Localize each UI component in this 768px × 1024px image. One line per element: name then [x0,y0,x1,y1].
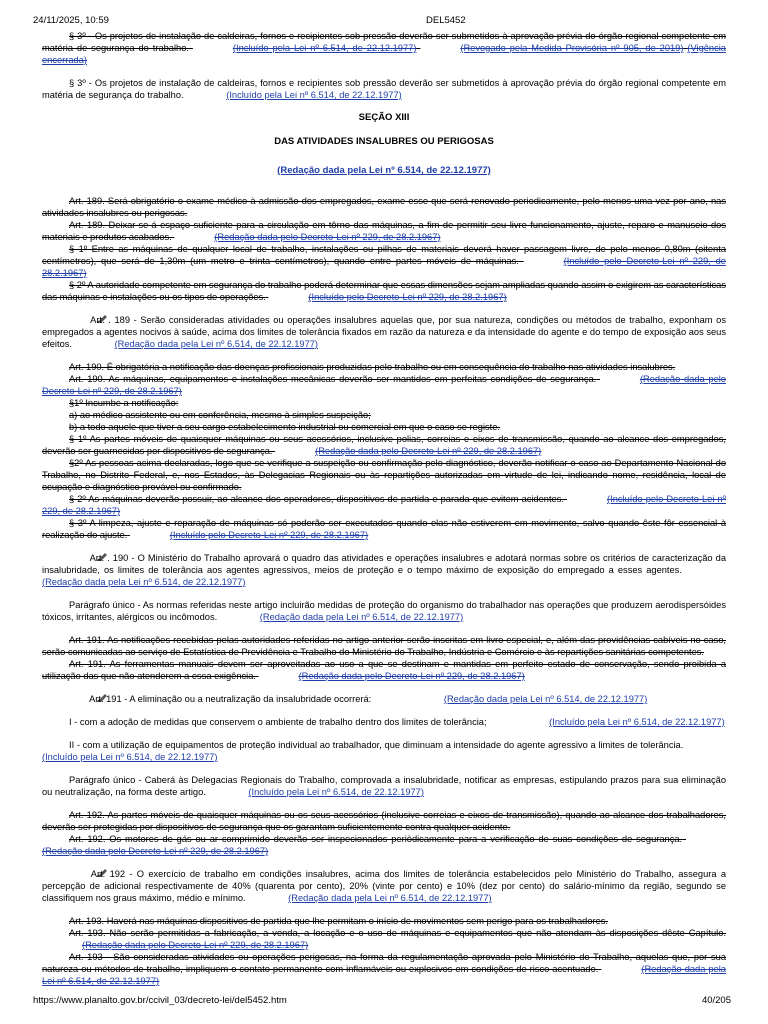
paragraph: Parágrafo único - As normas referidas neste artigo incluirão medidas de proteção do organismo do trabalhador nas operações que produzem aerodispersóides tóxicos, irritantes, alérgicos ou incômodos. (Redação dada pela Lei nº 6.514, de 22.12.1977) [42,600,726,622]
print-title: DEL5452 [426,15,466,26]
paragraph: I - com a adoção de medidas que conservem o ambiente de trabalho dentro dos limites de tolerância; (Incluído pela Lei nº 6.514, de 22.12.1977) [69,717,725,727]
pencil-icon[interactable] [69,314,81,324]
paragraph-revoked: § 3º - Os projetos de instalação de caldeiras, fornos e recipientes sob pressão deverão ser submetidos à aprovação prévia do órgão regional competente em matéria de segurança do trabalho. (Incluído pela Lei nº 6.514, de 22.12.1977) (Revogado pela Medida Provisória nº 905, de 2019) (Vigência encerrada) [42,31,726,65]
article-revoked: Art. 191. As notificações recebidas pelas autoridades referidas no artigo anterior serão inscritas em livro especial, e, além das providências cabíveis no caso, serão comunicadas ao serviço de Estatística de Previdência e Trabalho do Ministério do Trabalho, Indústria e Comércio e às repartições sanitárias competentes. [42,635,726,657]
paragraph-revoked: § 3º A limpeza, ajuste e reparação de máquinas só poderão ser executados quando elas não estiverem em movimento, salvo quando êste fôr essencial à realização do ajuste. (Incluído pelo Decreto-Lei nº 229, de 28.2.1967) [42,518,726,540]
paragraph-revoked: § 1º Entre as máquinas de qualquer local de trabalho, instalações ou pilhas de materiais deverá haver passagem livre, de pelo menos 0,80m (oitenta centímetros), que será de 1,30m (um metro e trinta centímetros), quando entre partes móveis de máquinas. (Incluído pelo Decreto-Lei nº 229, de 28.2.1967) [42,244,726,278]
paragraph: § 3º - Os projetos de instalação de caldeiras, fornos e recipientes sob pressão deverão ser submetidos à aprovação prévia do órgão regional competente em matéria de segurança do trabalho. (Incluído pela Lei nº 6.514, de 22.12.1977) [42,78,726,100]
article-revoked: Art. 191. As ferramentas manuais devem ser aproveitadas ao uso a que se destinam e mantidas em perfeito estado de conservação, sendo proibida a utilização das que não atenderem a essa exigência. (Redação dada pelo Decreto-Lei nº 229, de 28.2.1967) [42,659,726,681]
article-revoked: Art. 193 - São consideradas atividades ou operações perigosas, na forma da regulamentação aprovada pelo Ministério do Trabalho, aquelas que, por sua natureza ou métodos de trabalho, impliquem o contato permanente com inflamáveis ou explosivos em condições de risco acentuado. (Redação dada pela Lei nº 6.514, de 22.12.1977) [42,952,726,986]
amendment-link[interactable]: (Redação dada pelo Decreto-Lei nº 229, de 28.2.1967) [42,846,269,856]
paragraph-revoked: §1º Incumbe a notificação: [69,398,179,408]
amendment-link[interactable]: (Incluído pela Lei nº 6.514, de 22.12.1977) [42,752,218,762]
amendment-link[interactable]: (Redação dada pelo Decreto-Lei nº 229, de 28.2.1967) [315,446,542,456]
amendment-link[interactable]: (Incluído pelo Decreto-Lei nº 229, de 28.2.1967) [308,292,507,302]
paragraph-revoked: § 2º A autoridade competente em segurança do trabalho poderá determinar que essas dimensões sejam ampliadas quando assim o exigirem as características das máquinas e instalações ou os tipos de operações. (Incluído pelo Decreto-Lei nº 229, de 28.2.1967) [42,280,726,302]
pencil-icon[interactable] [69,693,81,703]
article-revoked: Art. 189. Será obrigatório o exame médico à admissão dos empregados, exame esse que será renovado periodicamente, pelo menos uma vez por ano, nas atividades insalubres ou perigosas. [42,196,726,218]
article-revoked: Art. 190. As máquinas, equipamentos e instalações mecânicas deverão ser mantidos em perfeitas condições de segurança. (Redação dada pelo Decreto-Lei nº 229, de 28.2.1967) [42,374,726,396]
amendment-link[interactable]: (Redação dada pelo Decreto-Lei nº 229, de 28.2.1967) [42,374,726,396]
amendment-link[interactable]: (Incluído pelo Decreto-Lei nº 229, de 28.2.1967) [42,256,726,278]
article-revoked: Art. 192. As partes móveis de quaisquer máquinas ou os seus acessórios (inclusive correias e eixos de transmissão), quando ao alcance dos trabalhadores, deverão ser protegidas por dispositivos de segurança que os garantam suficientemente contra qualquer acidente. [42,810,726,832]
article-189: Art. . 189 - Serão consideradas atividades ou operações insalubres aquelas que, por sua natureza, condições ou métodos de trabalho, exponham os empregados a agentes nocivos à saúde, acima dos limites de tolerância fixados em razão da natureza e da intensidade do agente e do tempo de exposição aos seus efeitos. (Redação dada pela Lei nº 6.514, de 22.12.1977) [42,315,726,349]
amendment-link[interactable]: (Incluído pelo Decreto-Lei nº 229, de 28.2.1967) [42,494,727,516]
amendment-link[interactable]: (Vigência encerrada) [42,43,726,65]
amendment-link[interactable]: (Revogado pela Medida Provisória nº 905, de 2019) [460,43,684,53]
print-footer [33,995,731,1007]
paragraph-revoked: § 2º As máquinas deverão possuir, ao alcance dos operadores, dispositivos de partida e parada que evitem acidentes. (Incluído pelo Decreto-Lei nº 229, de 28.2.1967) [42,494,727,516]
amendment-link[interactable]: (Redação dada pela Lei nº 6.514, de 22.12.1977) [288,893,492,903]
amendment-link[interactable]: (Redação dada pelo Decreto-Lei nº 229, de 28.2.1967) [298,671,525,681]
amendment-link[interactable]: (Redação dada pelo Decreto-Lei nº 229, de 28.2.1967) [214,232,441,242]
pencil-icon[interactable] [69,868,81,878]
amendment-link[interactable]: (Incluído pela Lei nº 6.514, de 22.12.1977) [248,787,424,797]
page-number: 40/205 [701,995,731,1006]
article-revoked: Art. 190. É obrigatória a notificação das doenças profissionais produzidas pelo trabalho ou em consequência do trabalho nas atividades insalubres. [69,362,676,372]
article-192: Art. 192 - O exercício de trabalho em condições insalubres, acima dos limites de tolerância estabelecidos pelo Ministério do Trabalho, assegura a percepção de adicional respectivamente de 40% (quarenta por cento), 20% (vinte por cento) e 10% (dez por cento) do salário-mínimo da região, segundo se classifiquem nos graus máximo, médio e mínimo. (Redação dada pela Lei nº 6.514, de 22.12.1977) [42,869,726,903]
paragraph-revoked: §2º As pessoas acima declaradas, logo que se verifique a suspeição ou confirmação pelo diagnóstico, deverão notificar o caso ao Departamento Nacional do Trabalho, no Distrito Federal, e, nos Estados, às Delegacias Regionais ou às repartições autorizadas em virtude de lei, indicando nome, residência, local de ocupação e diagnóstico provável ou confirmado. [42,458,726,492]
paragraph-revoked: b) a todo aquele que tiver a seu cargo estabelecimento industrial ou comercial em que o caso se registe. [69,422,501,432]
print-datetime: 24/11/2025, 10:59 [33,15,109,26]
section-subtitle: DAS ATIVIDADES INSALUBRES OU PERIGOSAS [274,136,494,147]
article-revoked: Art. 193. Não serão permitidas a fabricação, a venda, a locação e o uso de máquinas e equipamentos que não atendam às disposições dêste Capítulo. (Redação dada pelo Decreto-Lei nº 229, de 28.2.1967) [69,928,726,950]
article-revoked: Art. 193. Haverá nas máquinas dispositivos de partida que lhe permitam o início de movimentos sem perigo para os trabalhadores. [69,916,608,926]
article-revoked: Art. 189. Deixar-se-á espaço suficiente para a circulação em tôrno das máquinas, a fim de permitir seu livre funcionamento, ajuste, reparo e manuseio dos materiais e produtos acabados. (Redação dada pelo Decreto-Lei nº 229, de 28.2.1967) [42,220,726,242]
law-content [42,30,726,987]
page-url: https://www.planalto.gov.br/ccivil_03/decreto-lei/del5452.htm [33,995,287,1006]
paragraph-revoked: a) ao médico assistente ou em conferência, mesmo à simples suspeição; [69,410,371,420]
amendment-link[interactable]: (Redação dada pela Lei nº 6.514, de 22.12.1977) [277,165,491,176]
amendment-link[interactable]: (Redação dada pela Lei nº 6.514, de 22.12.1977) [42,964,726,986]
pencil-icon[interactable] [69,552,81,562]
amendment-link[interactable]: (Incluído pelo Decreto-Lei nº 229, de 28.2.1967) [169,530,369,540]
amendment-link[interactable]: (Redação dada pela Lei nº 6.514, de 22.12.1977) [443,694,648,704]
print-header [33,15,731,27]
paragraph: Parágrafo único - Caberá às Delegacias Regionais do Trabalho, comprovada a insalubridade, notificar as empresas, estipulando prazos para sua eliminação ou neutralização, na forma deste artigo. (Incluído pela Lei nº 6.514, de 22.12.1977) [42,775,726,797]
paragraph: II - com a utilização de equipamentos de proteção individual ao trabalhador, que diminuam a intensidade do agente agressivo a limites de tolerância. (Incluído pela Lei nº 6.514, de 22.12.1977) [42,740,684,762]
article-191: Art. 191 - A eliminação ou a neutralização da insalubridade ocorrerá: (Redação dada pela Lei nº 6.514, de 22.12.1977) [42,693,726,705]
section-amendment [42,165,726,177]
amendment-link[interactable]: (Redação dada pela Lei nº 6.514, de 22.12.1977) [259,612,464,622]
article-190: Art. . 190 - O Ministério do Trabalho aprovará o quadro das atividades e operações insalubres e adotará normas sobre os critérios de caracterização da insalubridade, os limites de tolerância aos agentes agressivos, meios de proteção e o tempo máximo de exposição do empregado a esses agentes. (Redação dada pela Lei nº 6.514, de 22.12.1977) [42,553,726,587]
section-title: SEÇÃO XIII [358,112,410,123]
amendment-link[interactable]: (Incluído pela Lei nº 6.514, de 22.12.1977) [226,90,402,100]
amendment-link[interactable]: (Redação dada pela Lei nº 6.514, de 22.12.1977) [114,339,319,349]
amendment-link[interactable]: (Incluído pela Lei nº 6.514, de 22.12.1977) [232,43,417,53]
amendment-link[interactable]: (Incluído pela Lei nº 6.514, de 22.12.1977) [549,717,725,727]
amendment-link[interactable]: (Redação dada pela Lei nº 6.514, de 22.12.1977) [42,577,246,587]
article-revoked: Art. 192. Os motores de gás ou ar comprimido deverão ser inspecionados periòdicamente para a verificação de suas condições de segurança. (Redação dada pelo Decreto-Lei nº 229, de 28.2.1967) [42,834,683,856]
paragraph-revoked: § 1º As partes móveis de quaisquer máquinas ou seus acessórios, inclusive polias, correias e eixos de transmissão, quando ao alcance dos empregados, deverão ser guarnecidas por dispositivos de segurança. (Redação dada pelo Decreto-Lei nº 229, de 28.2.1967) [42,434,726,456]
amendment-link[interactable]: (Redação dada pelo Decreto-Lei nº 229, de 28.2.1967) [82,940,309,950]
